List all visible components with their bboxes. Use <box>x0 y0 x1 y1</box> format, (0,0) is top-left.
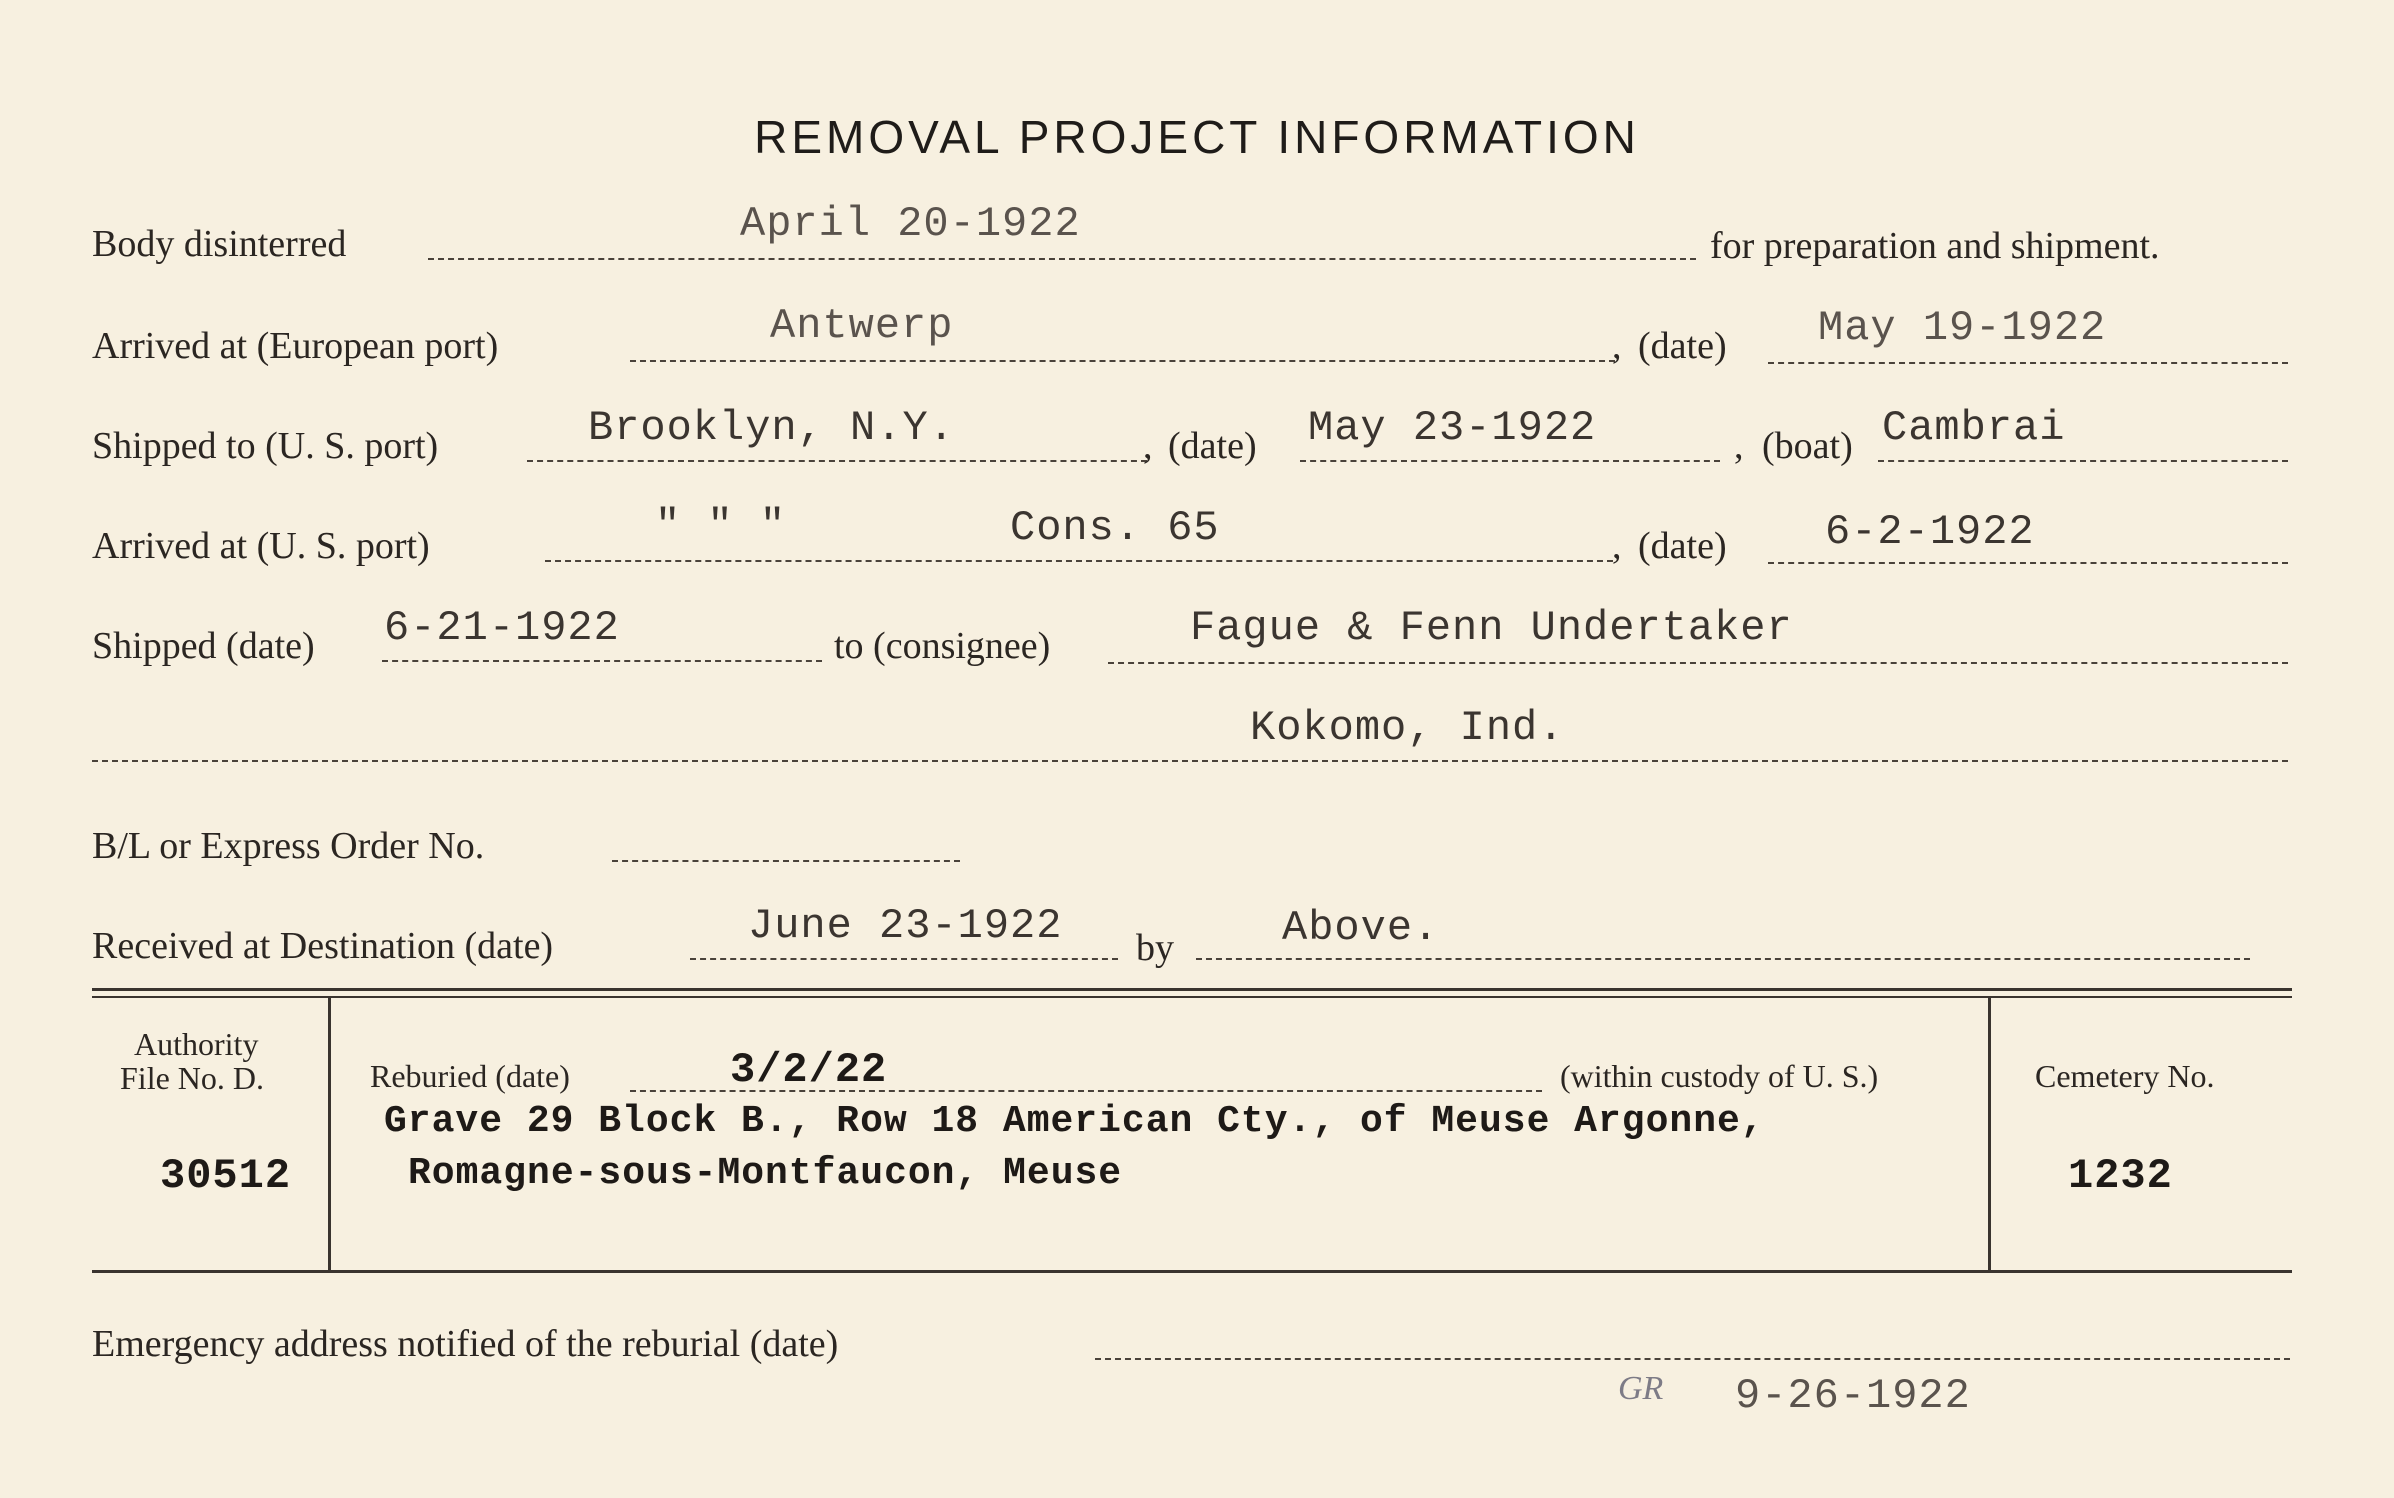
comma-european: , <box>1612 325 1622 367</box>
line-body-disinterred <box>428 258 1696 260</box>
line-european-port <box>630 360 1615 362</box>
comma-us-port: , <box>1143 425 1153 467</box>
label-arrived-us: Arrived at (U. S. port) <box>92 525 430 567</box>
value-reburied-date: 3/2/22 <box>730 1046 888 1094</box>
comma-arrived-us: , <box>1612 525 1622 567</box>
line-arrived-us-date <box>1768 562 2288 564</box>
line-us-port <box>527 460 1147 462</box>
value-shipped-date: 6-21-1922 <box>384 604 620 652</box>
line-emergency-date <box>1095 1358 2290 1360</box>
value-disinterred-date: April 20-1922 <box>740 200 1081 248</box>
value-received-by: Above. <box>1282 904 1440 952</box>
value-consignee: Fague & Fenn Undertaker <box>1190 604 1793 652</box>
box-top-rule <box>92 988 2292 991</box>
label-european-date: (date) <box>1638 325 1727 367</box>
label-shipped-to-us: Shipped to (U. S. port) <box>92 425 439 467</box>
value-consignee-city: Kokomo, Ind. <box>1250 704 1565 752</box>
label-bl-order: B/L or Express Order No. <box>92 825 485 867</box>
card-title: REMOVAL PROJECT INFORMATION <box>754 111 1640 163</box>
label-to-consignee: to (consignee) <box>834 625 1051 667</box>
label-received-destination: Received at Destination (date) <box>92 925 554 967</box>
box-top-rule-2 <box>92 996 2292 998</box>
value-cemetery-number: 1232 <box>2068 1152 2173 1200</box>
value-emergency-date: 9-26-1922 <box>1735 1372 1971 1420</box>
label-custody: (within custody of U. S.) <box>1560 1058 1879 1094</box>
line-arrived-us-port <box>545 560 1613 562</box>
label-reburied: Reburied (date) <box>370 1058 570 1094</box>
value-grave-line2: Romagne-sous-Montfaucon, Meuse <box>408 1152 1123 1195</box>
line-us-ship-date <box>1300 460 1720 462</box>
value-file-number: 30512 <box>160 1152 292 1200</box>
label-authority: Authority <box>134 1026 259 1062</box>
label-shipped-date: Shipped (date) <box>92 625 315 667</box>
label-emergency: Emergency address notified of the reburial (date) <box>92 1323 839 1365</box>
box-bottom-rule <box>92 1270 2292 1273</box>
value-european-date: May 19-1922 <box>1818 304 2107 352</box>
comma-boat: , <box>1734 425 1744 467</box>
value-received-date: June 23-1922 <box>748 902 1063 950</box>
line-shipped-date <box>382 660 822 662</box>
value-us-ship-date: May 23-1922 <box>1308 404 1597 452</box>
label-body-disinterred: Body disinterred <box>92 223 347 265</box>
value-grave-line1: Grave 29 Block B., Row 18 American Cty., of Meuse Argonne, <box>384 1100 1765 1143</box>
label-cemetery-no: Cemetery No. <box>2035 1058 2215 1094</box>
value-us-port: Brooklyn, N.Y. <box>588 404 955 452</box>
label-arrived-us-date: (date) <box>1638 525 1727 567</box>
line-boat <box>1878 460 2288 462</box>
label-by: by <box>1136 927 1174 969</box>
line-received-date <box>690 958 1118 960</box>
line-bl-order <box>612 860 960 862</box>
value-arrived-cons: Cons. 65 <box>1010 504 1220 552</box>
line-received-by <box>1196 958 2250 960</box>
label-file-no: File No. D. <box>120 1060 264 1096</box>
label-for-preparation: for preparation and shipment. <box>1710 225 2160 267</box>
label-us-ship-date: (date) <box>1168 425 1257 467</box>
box-right-divider <box>1988 996 1991 1270</box>
value-emergency-initials: GR <box>1618 1370 1664 1407</box>
line-consignee <box>1108 662 2288 664</box>
value-arrived-us-date: 6-2-1922 <box>1825 508 2035 556</box>
label-arrived-european: Arrived at (European port) <box>92 325 499 367</box>
label-boat: (boat) <box>1762 425 1853 467</box>
value-ditto-marks: " " " <box>655 502 787 550</box>
line-consignee-city <box>92 760 2288 762</box>
box-left-divider <box>328 996 331 1270</box>
value-boat: Cambrai <box>1882 404 2066 452</box>
line-european-date <box>1768 362 2288 364</box>
value-european-port: Antwerp <box>770 302 954 350</box>
